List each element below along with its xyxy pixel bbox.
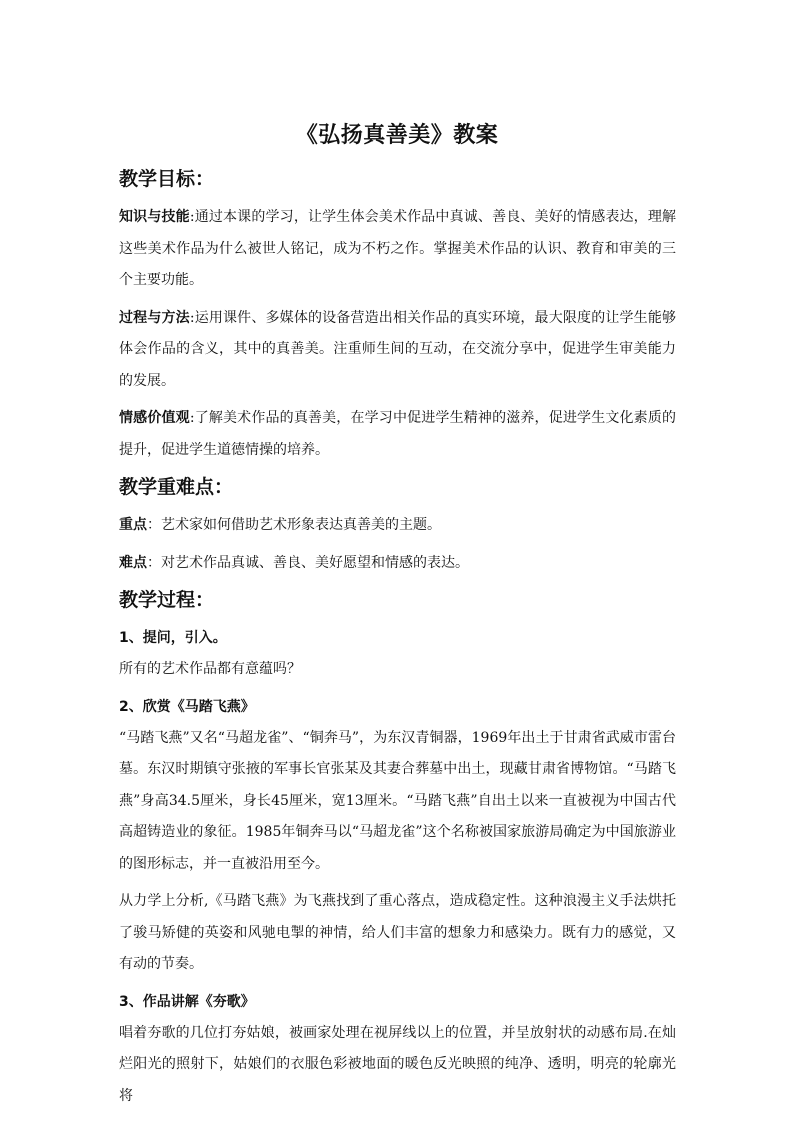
- objective-paragraph: [119, 202, 676, 297]
- keypoint-label: 重点: [119, 517, 147, 533]
- process-step-title: 3、作品讲解《夯歌》: [119, 993, 255, 1010]
- objective-paragraph: [119, 403, 676, 466]
- process-step-title: 2、欣赏《马踏飞燕》: [119, 698, 255, 715]
- objective-label: 过程与方法: [119, 309, 190, 326]
- process-step-paragraph: 唱着夯歌的几位打夯姑娘，被画家处理在视屏线以上的位置，并呈放射状的动感布局.在灿烂阳光的照射下，姑娘们的衣服色彩被地面的暖色反光映照的纯净、透明，明亮的轮廓光将: [119, 1024, 676, 1104]
- process-step-title: 1、提问，引入。: [119, 630, 227, 646]
- document-body: [119, 164, 676, 1118]
- keypoint-paragraph: [119, 548, 676, 580]
- objective-paragraph: [119, 303, 676, 398]
- section-heading-process: 教学过程：: [119, 589, 215, 611]
- objective-label: 情感价值观: [119, 410, 190, 426]
- section-heading-keypoints: 教学重难点：: [119, 476, 234, 498]
- process-step-paragraph: 从力学上分析,《马踏飞燕》为飞燕找到了重心落点，造成稳定性。这种浪漫主义手法烘托了骏马矫健的英姿和风驰电掣的神情，给人们丰富的想象力和感染力。既有力的感觉，又有动的节奏。: [119, 893, 676, 972]
- objective-label: 知识与技能: [119, 209, 190, 225]
- objective-text: :通过本课的学习，让学生体会美术作品中真诚、善良、美好的情感表达，理解这些美术作品为什么被世人铭记，成为不朽之作。掌握美术作品的认识、教育和审美的三个主要功能。: [119, 209, 677, 288]
- keypoint-text: ：艺术家如何借助艺术形象表达真善美的主题。: [147, 517, 441, 533]
- document-title: 《弘扬真善美》教案: [295, 122, 499, 148]
- keypoint-label: 难点: [119, 554, 147, 571]
- process-step-paragraph: “马踏飞燕”又名“马超龙雀”、“铜奔马”，为东汉青铜器，1969年出土于甘肃省武威市雷台墓。东汉时期镇守张掖的军事长官张某及其妻合葬墓中出土，现藏甘肃省博物馆。“马踏飞燕”身高34.5厘米，身长45厘米，宽13厘米。“马踏飞燕”自出土以来一直被视为中国古代高超铸造业的象征。1985年铜奔马以“马超龙雀”这个名称被国家旅游局确定为中国旅游业的图形标志，并一直被沿用至今。: [119, 729, 676, 872]
- process-step-paragraph: 所有的艺术作品都有意蕴吗？: [119, 661, 301, 677]
- section-heading-objectives: 教学目标：: [119, 168, 215, 190]
- objective-text: :了解美术作品的真善美，在学习中促进学生精神的滋养，促进学生文化素质的提升，促进学生道德情操的培养。: [119, 410, 677, 458]
- keypoint-paragraph: [119, 510, 676, 542]
- objective-text: :运用课件、多媒体的设备营造出相关作品的真实环境，最大限度的让学生能够体会作品的含义，其中的真善美。注重师生间的互动，在交流分享中，促进学生审美能力的发展。: [119, 309, 677, 389]
- keypoint-text: ：对艺术作品真诚、善良、美好愿望和情感的表达。: [147, 554, 469, 571]
